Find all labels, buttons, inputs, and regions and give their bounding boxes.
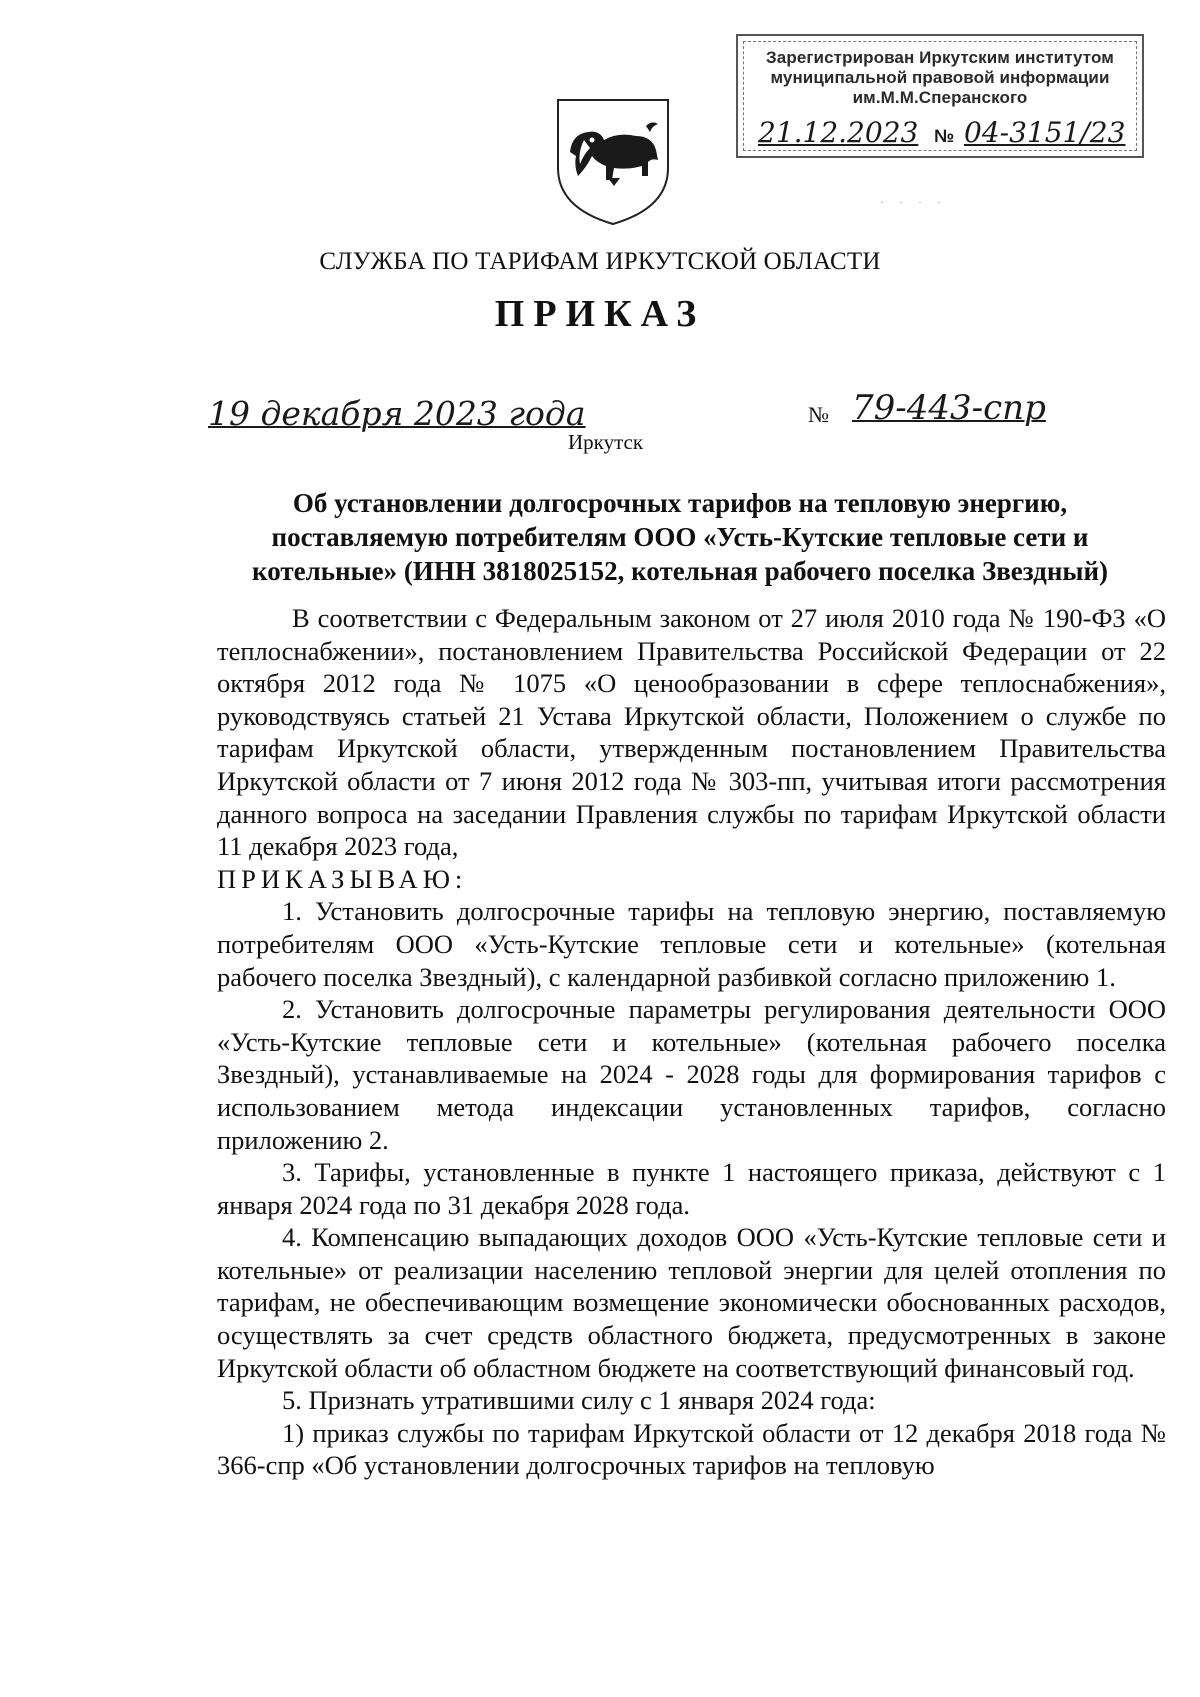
- coat-of-arms-icon: [548, 96, 678, 228]
- preamble-paragraph: В соответствии с Федеральным законом от 27 июля 2010 года № 190-ФЗ «О теплоснабжении», постановлением Правительства Российской Федерации от 22 октября 2012 года № 1075 «О ценообразовании в сфере теплоснабжения», руководствуясь статьей 21 Устава Иркутской области, Положением о службе по тарифам Иркутской области, утвержденным постановлением Правительства Иркутской области от 7 июня 2012 года № 303-пп, учитывая итоги рассмотрения данного вопроса на заседании Правления службы по тарифам Иркутской области 11 декабря 2023 года,: [217, 603, 1166, 862]
- heading-line-2: поставляемую потребителям ООО «Усть-Кутские тепловые сети и: [271, 522, 1089, 552]
- clause-1: 1. Установить долгосрочные тарифы на тепловую энергию, поставляемую потребителям ООО «Усть-Кутские тепловые сети и котельные» (котельная рабочего поселка Звездный), с календарной разбивкой согласно приложению 1.: [217, 896, 1166, 992]
- agency-name: СЛУЖБА ПО ТАРИФАМ ИРКУТСКОЙ ОБЛАСТИ: [319, 248, 881, 275]
- stamp-number: 04-3151/23: [964, 116, 1126, 149]
- registration-stamp: [736, 34, 1144, 158]
- order-number: 79-443-спр: [852, 388, 1046, 428]
- clause-3: 3. Тарифы, установленные в пункте 1 настоящего приказа, действуют с 1 января 2024 года по 31 декабря 2028 года.: [217, 1157, 1166, 1220]
- heading-line-3: котельные» (ИНН 3818025152, котельная рабочего поселка Звездный): [252, 556, 1108, 586]
- heading-line-1: Об установлении долгосрочных тарифов на тепловую энергию,: [292, 488, 1068, 518]
- stamp-line-3: им.М.М.Сперанского: [852, 88, 1028, 107]
- order-word: ПРИКАЗЫВАЮ:: [217, 863, 468, 894]
- clause-5-item-1: 1) приказ службы по тарифам Иркутской области от 12 декабря 2018 года № 366-спр «Об установлении долгосрочных тарифов на тепловую: [217, 1417, 1166, 1481]
- order-body: [217, 602, 1166, 1482]
- stamp-date: 21.12.2023: [758, 116, 919, 149]
- order-heading: [230, 486, 1130, 588]
- stamp-number-label: №: [934, 126, 955, 146]
- order-city: Иркутск: [568, 430, 644, 454]
- scan-dots: · · · ·: [880, 195, 947, 209]
- clause-4: 4. Компенсацию выпадающих доходов ООО «Усть-Кутские тепловые сети и котельные» от реализации населению тепловой энергии для целей отопления по тарифам, не обеспечивающим возмещение экономически обоснованных расходов, осуществлять за счет средств областного бюджета, предусмотренных в законе Иркутской области об областном бюджете на соответствующий финансовый год.: [217, 1222, 1166, 1383]
- clause-5: 5. Признать утратившими силу с 1 января 2024 года:: [282, 1385, 876, 1416]
- clause-2: 2. Установить долгосрочные параметры регулирования деятельности ООО «Усть-Кутские тепловые сети и котельные» (котельная рабочего поселка Звездный), устанавливаемые на 2024 - 2028 годы для формирования тарифов с использованием метода индексации установленных тарифов, согласно приложению 2.: [217, 994, 1166, 1155]
- order-number-label: №: [808, 402, 829, 427]
- stamp-line-1: Зарегистрирован Иркутским институтом: [766, 48, 1114, 67]
- order-date: 19 декабря 2023 года: [208, 394, 586, 433]
- document-type-title: ПРИКАЗ: [494, 293, 706, 335]
- stamp-line-2: муниципальной правовой информации: [770, 68, 1110, 87]
